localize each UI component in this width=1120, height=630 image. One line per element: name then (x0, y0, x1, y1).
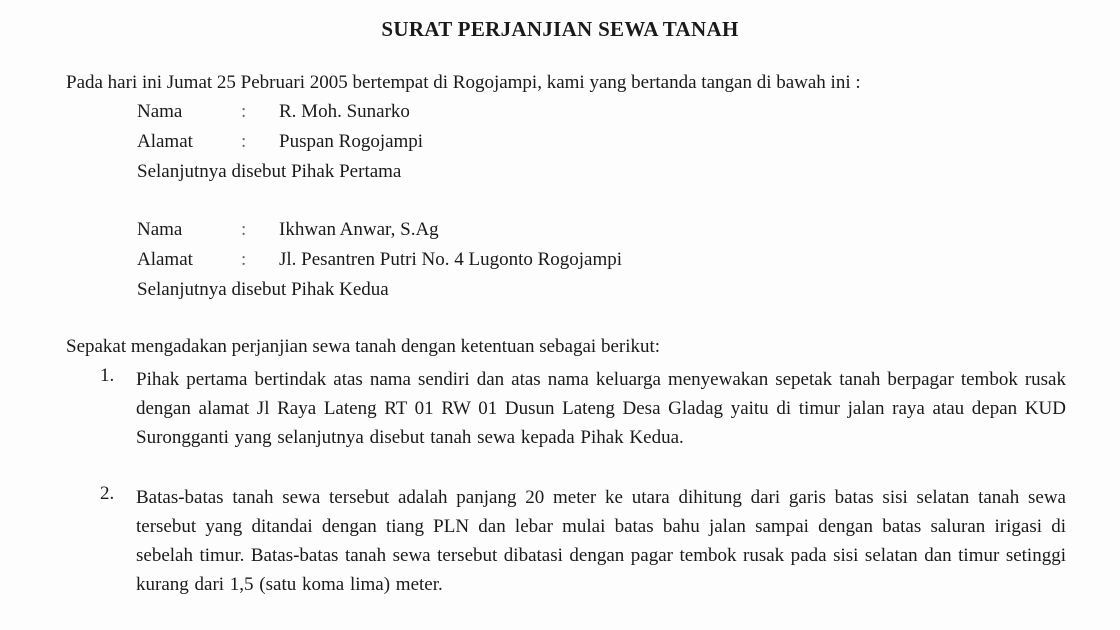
term-number: 1. (100, 365, 115, 386)
party1-name-row (137, 101, 410, 129)
party2-name-colon: : (241, 219, 247, 240)
party2-address-value: Jl. Pesantren Putri No. 4 Lugonto Rogojampi (279, 249, 623, 270)
party1-name-label: Nama (137, 101, 183, 122)
party1-address-value: Puspan Rogojampi (279, 131, 424, 152)
party1-address-label: Alamat (137, 131, 193, 152)
party2-note: Selanjutnya disebut Pihak Kedua (137, 279, 389, 300)
term-text: Pihak pertama bertindak atas nama sendiri dan atas nama keluarga menyewakan sepetak tanah berpagar tembok rusak dengan alamat Jl Raya Lateng RT 01 RW 01 Dusun Lateng Desa Gladag yaitu di timur jalan raya atau depan KUD Surongganti yang selanjutnya disebut tanah sewa kepada Pihak Kedua. (136, 369, 1066, 448)
party2-name-row (137, 219, 439, 247)
intro-paragraph: Pada hari ini Jumat 25 Pebruari 2005 bertempat di Rogojampi, kami yang bertanda tangan di bawah ini : (66, 72, 861, 93)
party1-name-value: R. Moh. Sunarko (279, 101, 410, 122)
party1-address-colon: : (241, 131, 247, 152)
party2-name-label: Nama (137, 219, 183, 240)
term-item (100, 483, 1066, 599)
party1-name-colon: : (241, 101, 247, 122)
agreement-intro: Sepakat mengadakan perjanjian sewa tanah dengan ketentuan sebagai berikut: (66, 336, 661, 357)
party1-note: Selanjutnya disebut Pihak Pertama (137, 161, 402, 182)
term-item (100, 365, 1066, 452)
party2-address-label: Alamat (137, 249, 193, 270)
document-title: SURAT PERJANJIAN SEWA TANAH (381, 17, 739, 41)
party2-address-colon: : (241, 249, 247, 270)
term-text: Batas-batas tanah sewa tersebut adalah panjang 20 meter ke utara dihitung dari garis batas sisi selatan tanah sewa tersebut yang ditandai dengan tiang PLN dan lebar mulai batas bahu jalan sampai dengan batas saluran irigasi di sebelah timur. Batas-batas tanah sewa tersebut dibatasi dengan pagar tembok rusak pada sisi selatan dan timur setinggi kurang dari 1,5 (satu koma lima) meter. (136, 487, 1066, 595)
party2-address-row (137, 249, 622, 277)
term-number: 2. (100, 483, 115, 504)
party1-address-row (137, 131, 423, 159)
party2-name-value: Ikhwan Anwar, S.Ag (279, 219, 439, 240)
